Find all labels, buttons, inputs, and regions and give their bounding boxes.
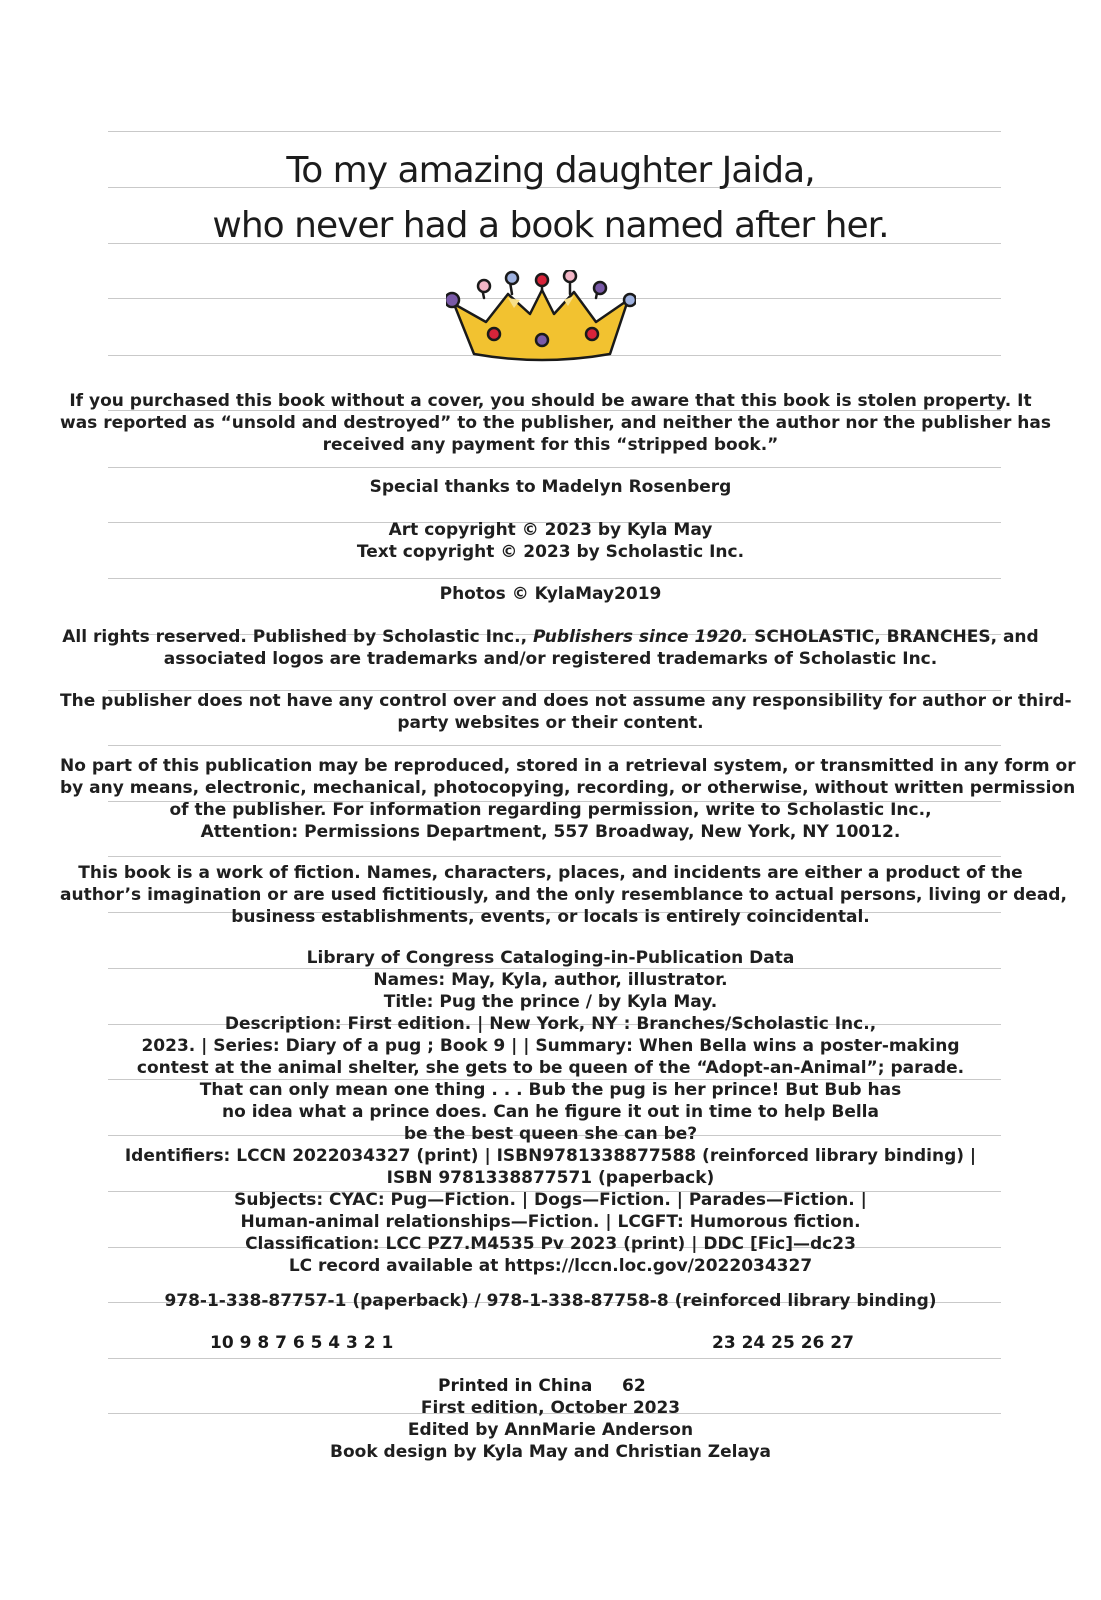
editor-line: Edited by AnnMarie Anderson (407, 1420, 694, 1440)
cip-line: Title: Pug the prince / by Kyla May. (383, 992, 718, 1012)
responsibility-line: The publisher does not have any control over and does not assume any responsibility for author or third- (60, 691, 1072, 711)
special-thanks (60, 476, 1041, 498)
notice-line: received any payment for this “stripped book.” (322, 435, 779, 455)
cip-line: Library of Congress Cataloging-in-Publication Data (306, 948, 795, 968)
reproduction-line: of the publisher. For information regarding permission, write to Scholastic Inc., (169, 800, 932, 820)
fiction-line: business establishments, events, or locals is entirely coincidental. (231, 907, 870, 927)
rule-line (108, 1358, 1001, 1359)
responsibility-line: party websites or their content. (397, 713, 704, 733)
art-copyright: Art copyright © 2023 by Kyla May (388, 520, 713, 540)
photos-line: Photos © KylaMay2019 (439, 584, 662, 604)
reproduction-line: Attention: Permissions Department, 557 Broadway, New York, NY 10012. (200, 822, 901, 842)
isbn-text: 978-1-338-87757-1 (paperback) / 978-1-338-87758-8 (reinforced library binding) (164, 1291, 937, 1311)
copyright-block (60, 519, 1041, 563)
rule-line (108, 467, 1001, 468)
cip-line: That can only mean one thing . . . Bub the pug is her prince! But Bub has (199, 1080, 902, 1100)
printing-numbers: 10 9 8 7 6 5 4 3 2 1 (210, 1333, 394, 1353)
cip-line: be the best queen she can be? (403, 1124, 698, 1144)
design-line: Book design by Kyla May and Christian Zelaya (330, 1442, 771, 1462)
edition-line: First edition, October 2023 (420, 1398, 681, 1418)
isbn-line (60, 1290, 1041, 1312)
rights-line-2: associated logos are trademarks and/or registered trademarks of Scholastic Inc. (163, 649, 938, 669)
cip-line: contest at the animal shelter, she gets to be queen of the “Adopt-an-Animal”; parade. (136, 1058, 965, 1078)
cip-line: 2023. | Series: Diary of a pug ; Book 9 | | Summary: When Bella wins a poster-making (141, 1036, 960, 1056)
fiction-line: This book is a work of fiction. Names, characters, places, and incidents are either a product of the (78, 863, 1023, 883)
cip-line: Classification: LCC PZ7.M4535 Pv 2023 (print) | DDC [Fic]—dc23 (245, 1234, 856, 1254)
thanks-line: Special thanks to Madelyn Rosenberg (369, 477, 732, 497)
cip-line: Identifiers: LCCN 2022034327 (print) | ISBN9781338877588 (reinforced library binding) | (124, 1146, 977, 1166)
rule-line (108, 131, 1001, 132)
cip-line: Description: First edition. | New York, NY : Branches/Scholastic Inc., (224, 1014, 877, 1034)
printer-code: 62 (622, 1376, 646, 1396)
publishers-since: Publishers since 1920. (532, 627, 749, 647)
rights-and: and (997, 627, 1039, 647)
fiction-disclaimer (60, 862, 1067, 928)
colophon (60, 1397, 1041, 1463)
printed-in: Printed in China (438, 1376, 593, 1396)
cip-line: LC record available at https://lccn.loc.gov/2022034327 (288, 1256, 813, 1276)
rule-line (108, 578, 1001, 579)
dedication-line-2: who never had a book named after her. (212, 205, 889, 246)
rights-line-1 (60, 626, 1041, 648)
stripped-book-notice (60, 390, 1051, 456)
dedication-line-1: To my amazing daughter Jaida, (286, 150, 815, 191)
reproduction-line: by any means, electronic, mechanical, photocopying, recording, or otherwise, without written permission (60, 778, 1076, 798)
reproduction-notice (60, 755, 1076, 843)
text-copyright: Text copyright © 2023 by Scholastic Inc. (356, 542, 745, 562)
cip-line: no idea what a prince does. Can he figure it out in time to help Bella (222, 1102, 879, 1122)
fiction-line: author’s imagination or are used fictitiously, and the only resemblance to actual persons, living or dead, (60, 885, 1067, 905)
crown-icon (446, 270, 636, 366)
notice-line: If you purchased this book without a cover, you should be aware that this book is stolen property. It (69, 391, 1032, 411)
cip-line: Names: May, Kyla, author, illustrator. (373, 970, 728, 990)
photos-credit (60, 583, 1041, 605)
rights-text: All rights reserved. Published by Scholastic Inc., (62, 627, 533, 647)
rights-reserved (60, 626, 1041, 670)
trademark-names: SCHOLASTIC, BRANCHES, (748, 627, 998, 647)
cip-line: Human-animal relationships—Fiction. | LCGFT: Humorous fiction. (240, 1212, 861, 1232)
notice-line: was reported as “unsold and destroyed” to the publisher, and neither the author nor the publisher has (60, 413, 1051, 433)
printing-years: 23 24 25 26 27 (712, 1333, 854, 1353)
cip-line: ISBN 9781338877571 (paperback) (386, 1168, 715, 1188)
rule-line (108, 856, 1001, 857)
cip-data (60, 947, 1041, 1277)
rule-line (108, 745, 1001, 746)
cip-line: Subjects: CYAC: Pug—Fiction. | Dogs—Fiction. | Parades—Fiction. | (234, 1190, 867, 1210)
responsibility-notice (60, 690, 1072, 734)
reproduction-line: No part of this publication may be reproduced, stored in a retrieval system, or transmitted in any form or (60, 756, 1076, 776)
